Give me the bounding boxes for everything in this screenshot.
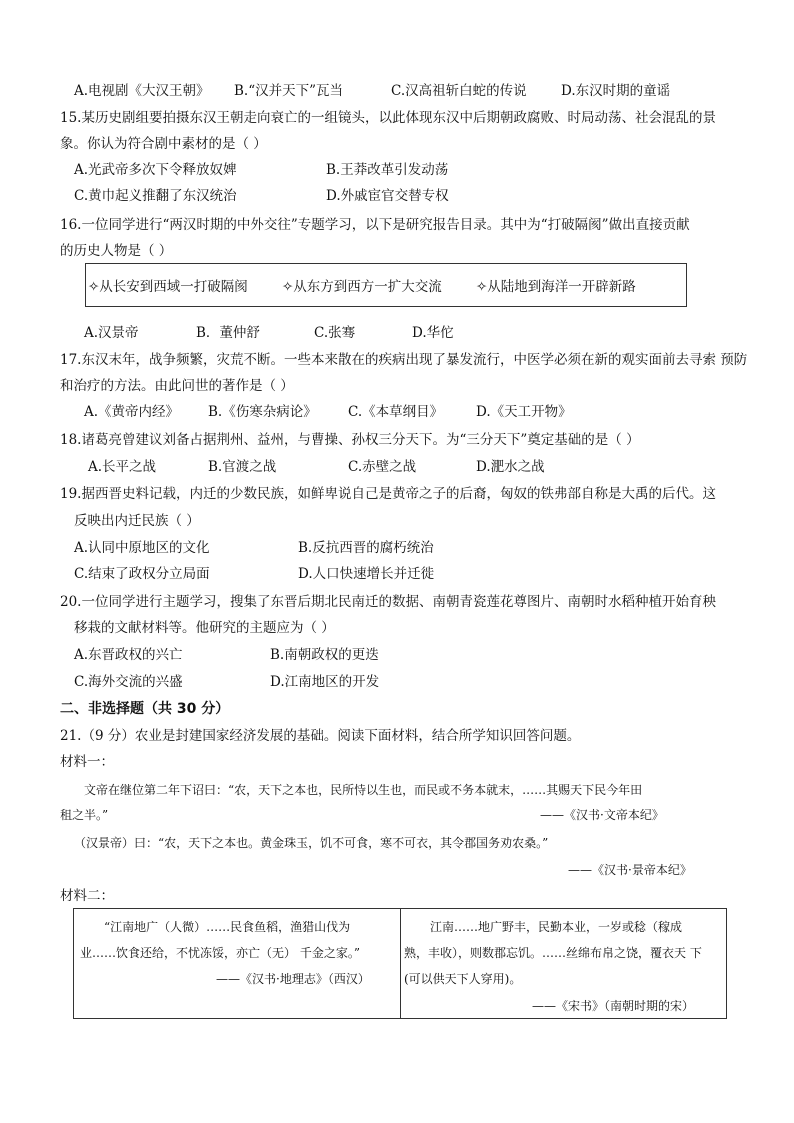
q15-option-d: D.外戚宦官交替专权 (326, 188, 449, 204)
material1-para1-source: ——《汉书·文帝本纪》 (540, 808, 664, 822)
q17-option-d: D.《天工开物》 (476, 404, 572, 420)
material2-right-source: ——《宋书》（南朝时期的宋） (532, 999, 695, 1013)
q18-option-a: A.长平之战 (88, 459, 157, 475)
q14-option-c: C.汉高祖斩白蛇的传说 (391, 83, 527, 99)
q16-stem-line2: 的历史人物是（ ） (60, 243, 173, 259)
material1-para2-source: ——《汉书·景帝本纪》 (568, 863, 692, 877)
material2-column-divider (400, 909, 401, 1018)
q17-stem-line1: 17.东汉末年，战争频繁，灾荒不断。一些本来散在的疾病出现了暴发流行，中医学必须在新的观实面前去寻索 预防 (60, 352, 748, 368)
q19-option-c: C.结束了政权分立局面 (74, 566, 210, 582)
q20-option-d: D.江南地区的开发 (270, 674, 380, 690)
q21-stem: 21.（9 分）农业是封建国家经济发展的基础。阅读下面材料，结合所学知识回答问题。 (60, 728, 581, 744)
q15-option-a: A.光武帝多次下令释放奴婢 (74, 162, 237, 178)
q16-report-outline-box (85, 263, 687, 307)
q20-option-b: B.南朝政权的更迭 (270, 647, 379, 663)
q20-option-a: A.东晋政权的兴亡 (74, 647, 183, 663)
q18-option-d: D.淝水之战 (476, 459, 545, 475)
q17-option-c: C.《本草纲目》 (348, 404, 444, 420)
q17-stem-line2: 和治疗的方法。由此问世的著作是（ ） (60, 378, 294, 394)
material2-left-line1: “江南地广（人微）……民食鱼稻，渔猎山伐为 (104, 920, 351, 934)
q15-option-c: C.黄巾起义推翻了东汉统治 (74, 188, 237, 204)
material1-label: 材料一： (60, 754, 114, 770)
q19-option-b: B.反抗西晋的腐朽统治 (298, 540, 434, 556)
material2-right-line2: 熟，丰收），则数郡忘饥。……丝绵布帛之饶，覆衣天 下 (404, 946, 702, 960)
q15-stem-line1: 15.某历史剧组要拍摄东汉王朝走向衰亡的一组镜头，以此体现东汉中后期朝政腐败、时局动荡、社会混乱的景 (60, 110, 716, 126)
q19-option-a: A.认同中原地区的文化 (74, 540, 210, 556)
q19-option-d: D.人口快速增长并迁徙 (298, 566, 435, 582)
material2-right-line3: (可以供天下人穿用)。 (404, 972, 522, 986)
q18-option-c: C.赤壁之战 (348, 459, 417, 475)
q16-outline-item-3: ✧从陆地到海洋一开辟新路 (476, 279, 636, 295)
q18-stem-line1: 18.诸葛亮曾建议刘备占据荆州、益州，与曹操、孙权三分天下。为“三分天下”奠定基础的是（ ） (60, 432, 640, 448)
q15-option-b: B.王莽改革引发动荡 (326, 162, 449, 178)
q16-stem-line1: 16.一位同学进行“两汉时期的中外交往”专题学习，以下是研究报告目录。其中为“打破隔阂”做出直接贡献 (60, 217, 690, 233)
q16-outline-item-2: ✧从东方到西方一扩大交流 (282, 279, 442, 295)
q18-option-b: B.官渡之战 (208, 459, 277, 475)
material2-label: 材料二： (60, 888, 114, 904)
q17-option-b: B.《伤寒杂病论》 (208, 404, 317, 420)
material2-left-source: ——《汉书·地理志》（西汉） (216, 972, 370, 986)
q16-option-c: C.张骞 (314, 325, 356, 341)
q16-option-b: B．董仲舒 (196, 325, 260, 341)
q16-outline-item-1: ✧从长安到西域一打破隔阂 (88, 279, 248, 295)
q19-stem-line2: 反映出内迁民族（ ） (74, 513, 200, 529)
q14-option-b: B.“汉并天下”瓦当 (234, 83, 344, 99)
material2-right-line1: 江南……地广野丰，民勤本业，一岁或稔（稼成 (430, 920, 683, 934)
material1-para2-line1: （汉景帝）曰：“农，天下之本也。黄金珠玉，饥不可食，寒不可衣，其令郡国务劝农桑。” (74, 836, 549, 850)
q15-stem-line2: 象。你认为符合剧中素材的是（ ） (60, 136, 267, 152)
q16-option-d: D.华佗 (412, 325, 454, 341)
q14-option-a: A.电视剧《大汉王朝》 (74, 83, 210, 99)
q20-option-c: C.海外交流的兴盛 (74, 674, 183, 690)
q17-option-a: A.《黄帝内经》 (84, 404, 180, 420)
q19-stem-line1: 19.据西晋史料记载，内迁的少数民族，如鲜卑说自己是黄帝之子的后裔，匈奴的铁弗部自称是大禹的后代。这 (60, 486, 716, 502)
material1-para1-line1: 文帝在继位第二年下诏曰：“农，天下之本也，民所恃以生也，而民或不务本就末，……其赐天下民今年田 (84, 783, 643, 797)
q20-stem-line1: 20.一位同学进行主题学习，搜集了东晋后期北民南迁的数据、南朝青瓷莲花尊图片、南朝时水稻种植开始育秧 (60, 594, 716, 610)
material2-left-line2: 业……饮食还给，不忧冻馁，亦亡（无） 千金之家。” (80, 946, 360, 960)
material2-table (73, 908, 727, 1019)
section2-title: 二、非选择题（共 30 分） (60, 701, 230, 717)
material1-para1-line2: 租之半。” (60, 808, 109, 822)
q20-stem-line2: 移栽的文献材料等。他研究的主题应为（ ） (74, 620, 335, 636)
q16-option-a: A.汉景帝 (84, 325, 139, 341)
q14-option-d: D.东汉时期的童谣 (561, 83, 671, 99)
